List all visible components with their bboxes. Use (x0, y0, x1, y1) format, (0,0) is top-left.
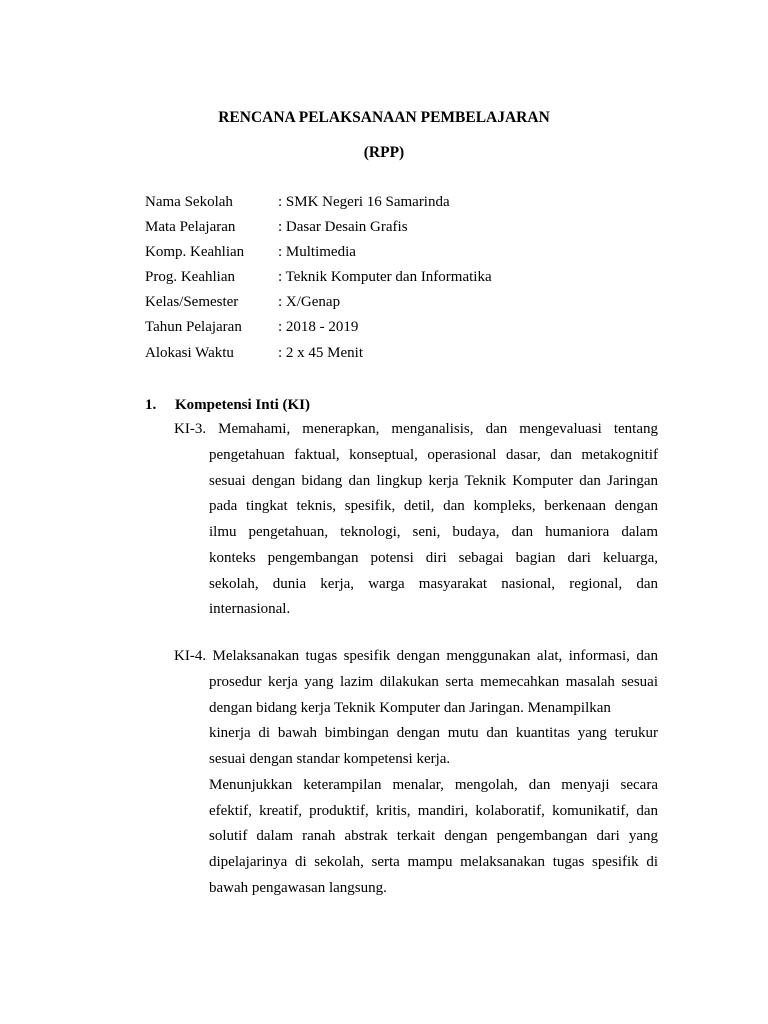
info-label: Nama Sekolah (145, 194, 233, 210)
ki4-first-line (174, 645, 658, 671)
ki4-paragraph (174, 645, 658, 903)
info-value: : 2018 - 2019 (278, 319, 359, 336)
ki3-line: sesuai dengan bidang dan lingkup kerja Teknik Komputer dan Jaringan (209, 472, 658, 489)
info-row-school (145, 191, 492, 216)
ki4-line: sesuai dengan standar kompetensi kerja. (209, 751, 451, 767)
ki3-line: ilmu pengetahuan, teknologi, seni, budaya, dan humaniora dalam (209, 524, 658, 540)
ki3-line: internasional. (209, 601, 291, 618)
info-row-program (145, 266, 492, 291)
info-row-year (145, 316, 492, 341)
ki3-line: pengetahuan faktual, konseptual, operasional dasar, dan metakognitif (209, 446, 658, 463)
info-value: : 2 x 45 Menit (278, 344, 363, 361)
ki3-line: pada tingkat teknis, spesifik, detil, dan kompleks, berkenaan dengan (209, 498, 658, 515)
ki4-line: kinerja di bawah bimbingan dengan mutu dan kuantitas yang terukur (209, 725, 658, 742)
info-value: : Teknik Komputer dan Informatika (278, 269, 492, 286)
ki4-line: prosedur kerja yang lazim dilakukan serta memecahkan masalah sesuai (209, 673, 658, 690)
ki4-line: solutif dalam ranah abstrak terkait dengan pengembangan dari yang (209, 828, 658, 845)
info-label: Prog. Keahlian (145, 269, 235, 286)
ki3-first-line (174, 418, 658, 444)
info-label: Tahun Pelajaran (145, 319, 242, 336)
info-row-class (145, 291, 492, 316)
info-value: : Dasar Desain Grafis (278, 219, 408, 236)
ki3-paragraph (174, 418, 658, 624)
info-value: : Multimedia (278, 244, 356, 261)
ki4-line: dipelajarinya di sekolah, serta mampu melaksanakan tugas spesifik di (209, 854, 658, 870)
info-label: Kelas/Semester (145, 294, 239, 311)
ki4-code: KI-4. (174, 648, 207, 664)
section-heading (145, 394, 310, 416)
ki4-first-text: Melaksanakan tugas spesifik dengan menggunakan alat, informasi, dan (212, 648, 658, 664)
info-row-subject (145, 216, 492, 241)
ki3-line: sekolah, dunia kerja, warga masyarakat nasional, regional, dan (209, 575, 658, 592)
ki4-line: efektif, kreatif, produktif, kritis, mandiri, kolaboratif, komunikatif, dan (209, 802, 658, 819)
info-label: Mata Pelajaran (145, 219, 236, 236)
ki4-line: dengan bidang kerja Teknik Komputer dan Jaringan. Menampilkan (209, 699, 611, 716)
section-title: Kompetensi Inti (KI) (175, 397, 310, 413)
info-row-time (145, 342, 492, 367)
ki4-line: bawah pengawasan langsung. (209, 879, 387, 896)
info-label: Alokasi Waktu (145, 344, 234, 361)
identity-table (145, 191, 492, 367)
info-row-competency (145, 241, 492, 266)
ki3-first-text: Memahami, menerapkan, menganalisis, dan mengevaluasi tentang (218, 421, 658, 437)
document-title: RENCANA PELAKSANAAN PEMBELAJARAN (218, 109, 550, 126)
ki3-line: konteks pengembangan potensi diri sebagai bagian dari keluarga, (209, 549, 658, 566)
ki3-code: KI-3. (174, 421, 207, 437)
info-value: : SMK Negeri 16 Samarinda (278, 194, 450, 210)
info-value: : X/Genap (278, 294, 341, 311)
section-number: 1. (145, 397, 157, 413)
info-label: Komp. Keahlian (145, 244, 245, 261)
ki4-line: Menunjukkan keterampilan menalar, mengolah, dan menyaji secara (209, 776, 658, 793)
document-subtitle: (RPP) (363, 144, 405, 161)
